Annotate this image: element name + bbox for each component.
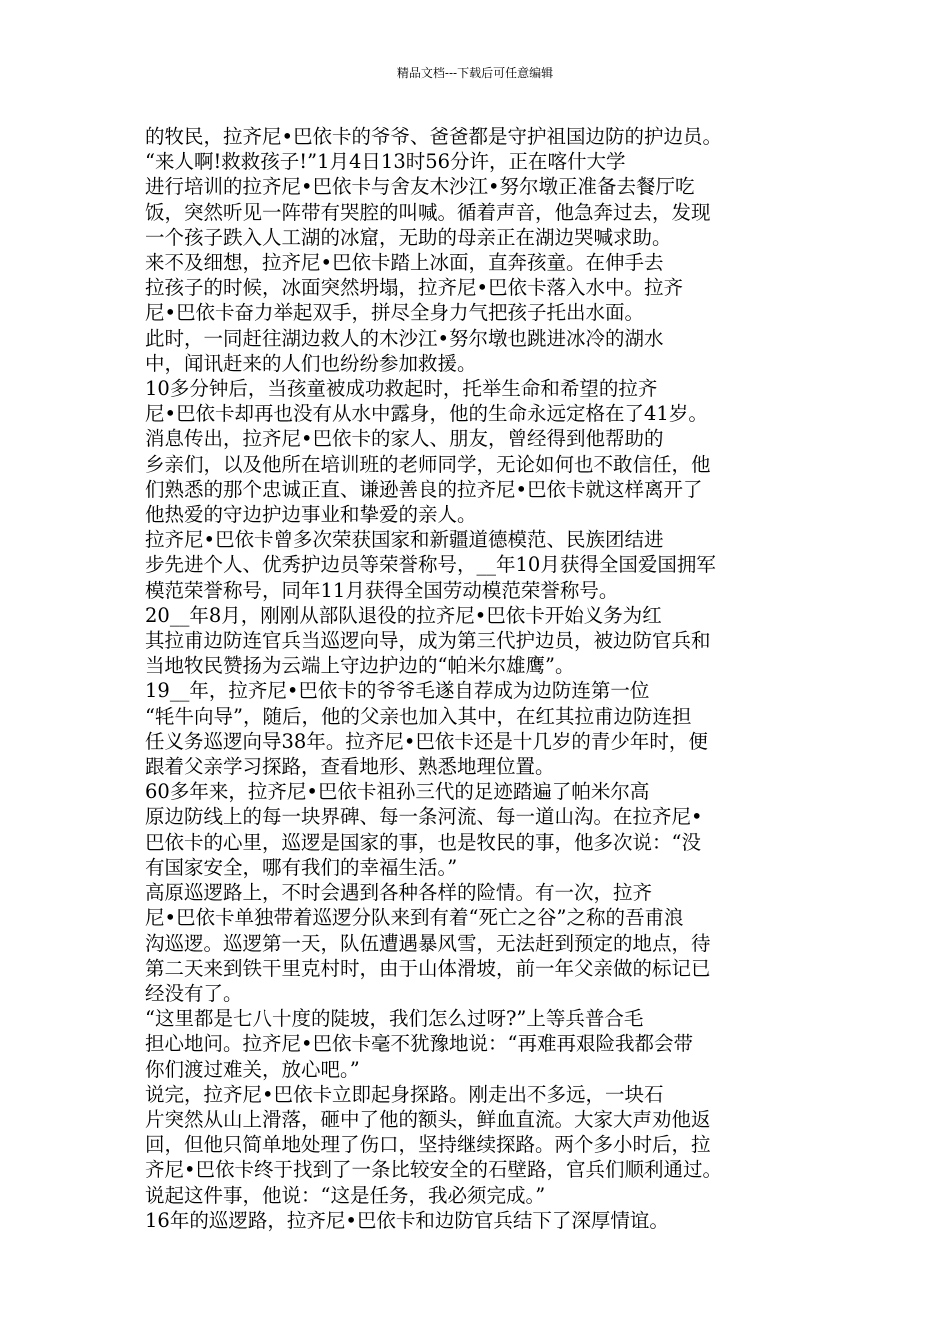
page-header: 精品文档---下载后可任意编辑 xyxy=(396,66,554,80)
paragraph: 的牧民，拉齐尼•巴依卡的爷爷、爸爸都是守护祖国边防的护边员。 xyxy=(145,125,723,148)
document-body xyxy=(145,124,825,1233)
paragraph: 说起这件事，他说：“这是任务，我必须完成。” xyxy=(145,1183,546,1207)
paragraph: 19__年，拉齐尼•巴依卡的爷爷毛遂自荐成为边防连第一位 “牦牛向导”，随后，他的父亲也加入其中，在红其拉甫边防连担 任义务巡逻向导38年。拉齐尼•巴依卡还是十几岁的青少年时，便 跟着父亲学习探路，查看地形、熟悉地理位置。 xyxy=(145,679,708,779)
paragraph: 此时，一同赶往湖边救人的木沙江•努尔墩也跳进冰冷的湖水 中，闻讯赶来的人们也纷纷参加救援。 xyxy=(145,326,664,375)
paragraph: 60多年来，拉齐尼•巴依卡祖孙三代的足迹踏遍了帕米尔高 原边防线上的每一块界碑、每一条河流、每一道山沟。在拉齐尼• 巴依卡的心里，巡逻是国家的事，也是牧民的事，他多次说：“没 有国家安全，哪有我们的幸福生活。” xyxy=(145,780,703,879)
paragraph: “这里都是七八十度的陡坡，我们怎么过呀?”上等兵普合毛 担心地问。拉齐尼•巴依卡毫不犹豫地说：“再难再艰险我都会带 你们渡过难关，放心吧。” xyxy=(145,1007,693,1081)
paragraph: 高原巡逻路上，不时会遇到各种各样的险情。有一次，拉齐 尼•巴依卡单独带着巡逻分队来到有着“死亡之谷”之称的吾甫浪 沟巡逻。巡逻第一天，队伍遭遇暴风雪，无法赶到预定的地点，待 第二天来到铁干里克村时，由于山体滑坡，前一年父亲做的标记已 经没有了。 xyxy=(145,881,711,1005)
paragraph: 10多分钟后，当孩童被成功救起时，托举生命和希望的拉齐 尼•巴依卡却再也没有从水中露身，他的生命永远定格在了41岁。 xyxy=(145,377,708,426)
paragraph: 来不及细想，拉齐尼•巴依卡踏上冰面，直奔孩童。在伸手去 拉孩子的时候，冰面突然坍塌，拉齐尼•巴依卡落入水中。拉齐 尼•巴依卡奋力举起双手，拼尽全身力气把孩子托出水面。 xyxy=(145,251,684,325)
paragraph: 消息传出，拉齐尼•巴依卡的家人、朋友，曾经得到他帮助的 乡亲们，以及他所在培训班的老师同学，无论如何也不敢信任，他 们熟悉的那个忠诚正直、谦逊善良的拉齐尼•巴依卡就这样离开了 他热爱的守边护边事业和挚爱的亲人。 xyxy=(145,427,711,527)
paragraph: “来人啊!救救孩子!”1月4日13时56分许，正在喀什大学 进行培训的拉齐尼•巴依卡与舍友木沙江•努尔墩正准备去餐厅吃 饭，突然听见一阵带有哭腔的叫喊。循着声音，他急奔过去，发现 一个孩子跌入人工湖的冰窟，无助的母亲正在湖边哭喊求助。 xyxy=(145,150,711,249)
paragraph: 20__年8月，刚刚从部队退役的拉齐尼•巴依卡开始义务为红 其拉甫边防连官兵当巡逻向导，成为第三代护边员，被边防官兵和 当地牧民赞扬为云端上守边护边的“帕米尔雄鹰”。 xyxy=(145,603,711,678)
paragraph: 说完，拉齐尼•巴依卡立即起身探路。刚走出不多远，一块石 片突然从山上滑落，砸中了他的额头，鲜血直流。大家大声劝他返 回，但他只简单地处理了伤口，坚持继续探路。两个多小时后，拉 齐尼•巴依卡终于找到了一条比较安全的石壁路，官兵们顺利通过。 xyxy=(145,1082,723,1182)
paragraph: 拉齐尼•巴依卡曾多次荣获国家和新疆道德模范、民族团结进 步先进个人、优秀护边员等荣誉称号，__年10月获得全国爱国拥军 模范荣誉称号，同年11月获得全国劳动模范荣誉称号。 xyxy=(145,528,716,602)
paragraph: 16年的巡逻路，拉齐尼•巴依卡和边防官兵结下了深厚情谊。 xyxy=(145,1208,669,1232)
